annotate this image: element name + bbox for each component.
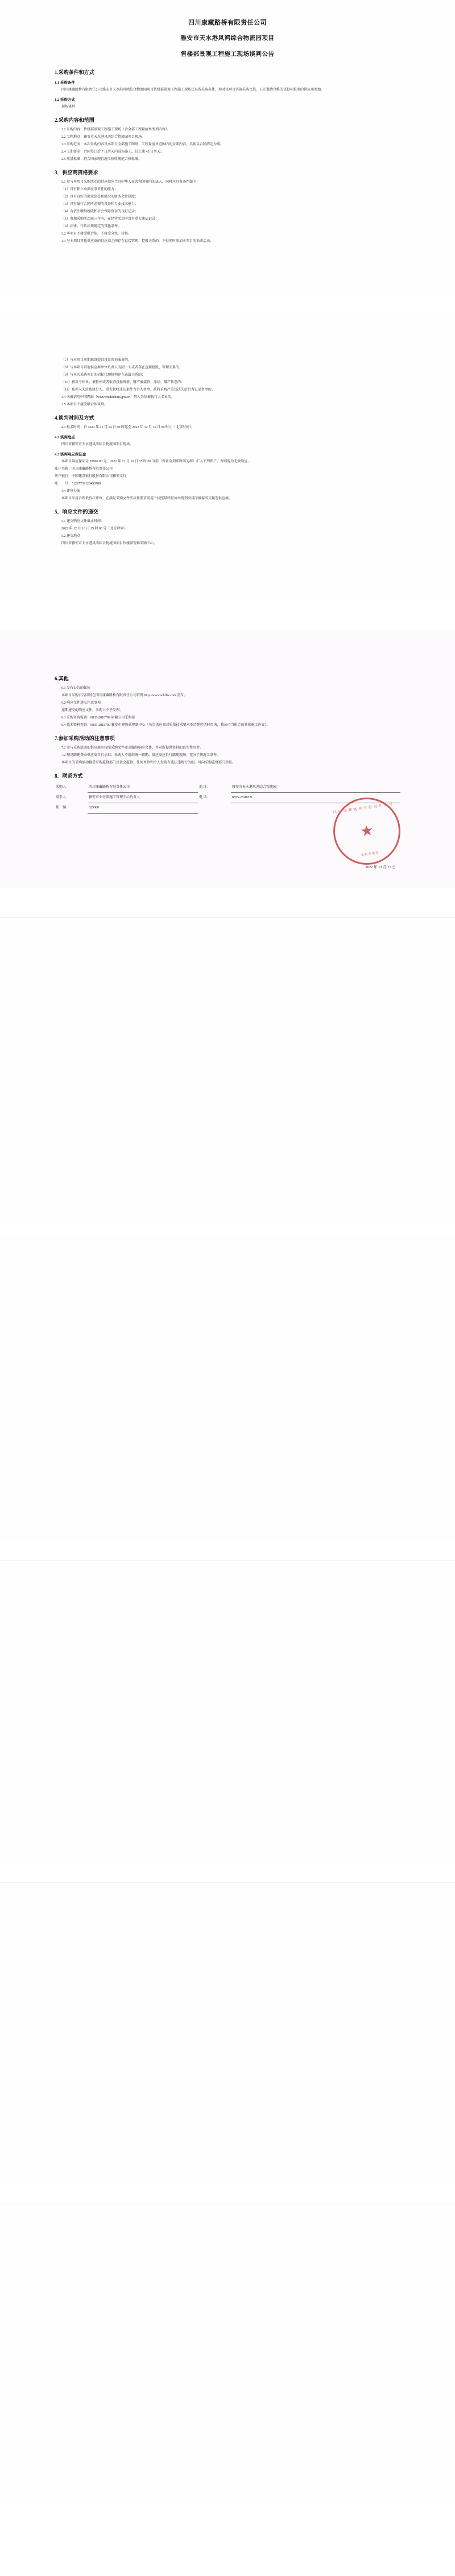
section-3-paragraph-5: 3.5 本项目不接受联合体谈判。	[61, 403, 108, 406]
sheet-2	[0, 317, 455, 599]
section-3-item-9: （9）与本次采购项目的招标代理机构存在隶属关系的；	[61, 373, 146, 377]
section-7-paragraph-3: 本项目的采购活动接受采购监督部门及社会监督，任何单位和个人发现有违法违规行为的，可向采购监督部门举报。	[61, 761, 236, 765]
table-row	[55, 793, 400, 803]
contact-value-person: 雅安市业务部施工管理中心负责人	[88, 793, 198, 803]
sheet-5-blank	[0, 1239, 455, 1541]
section-3-paragraph-4: 3.4 未被信用中国网站（www.creditchina.gov.cn）列入失信被执行人名单的。	[61, 396, 175, 399]
section-heading-6: 6.其他	[55, 676, 69, 681]
section-6-phone: 6.3 采购咨询电话：0835-2818709 康藏公司采购部	[61, 716, 135, 720]
section-3-item-6: （6）法律、行政法规规定的其他条件。	[61, 225, 122, 228]
document-title-line-3: 售楼部景观工程施工现场谈判公告	[180, 51, 275, 57]
section-4-paragraph-3: 本项目响应保证金 50000.00 元，2022 年 12 月 16 日 15 时 00 分前（保证金到账时间为准）汇入下列账户，否则视为无效响应。	[61, 460, 251, 463]
section-6-tech-query: 6.4 技术资料查询：0835-2818709 雅安市建筑景观制中心（负责供应商对质量技术要求不清楚可适时咨询，我公司当配合该具体施工内容）。	[61, 724, 270, 727]
section-3-item-1: （1）具有独立承担民事责任的能力；	[61, 188, 118, 191]
section-6-paragraph-4: 逾期递交的响应文件，采购人不予受理。	[61, 709, 123, 712]
seal-top-text: 四川康藏路桥有限责任公司	[333, 802, 395, 815]
section-heading-3: 3．供应商资格要求	[55, 170, 98, 175]
section-3-item-11: （11）被列入失信被执行人、重大税收违法案件当事人名单、政府采购严重违法失信行为记录名单的。	[61, 388, 215, 392]
contact-value-buyer: 四川康藏路桥有限责任公司	[88, 783, 198, 793]
page-break-5	[0, 1541, 455, 1560]
section-heading-5: 5．响应文件的递交	[55, 509, 98, 515]
page-break-2	[0, 599, 455, 629]
section-2-paragraph-2: 2.2 工程地点：雅安市天水港风鸿综合物流园项目现场。	[61, 135, 146, 139]
contact-label-address: 地 址：	[199, 786, 210, 789]
section-2-paragraph-5: 2.5 质量标准：符合国家现行施工验收规范合格标准。	[61, 158, 142, 161]
section-2-paragraph-3: 2.3 采购范围：本次采购内容及本项目全部施工图纸、工程量清单范围内的全部内容，具体以合同约定为准。	[61, 143, 224, 146]
table-row	[55, 783, 400, 793]
section-1-sub-1: 1.1 采购条件	[55, 81, 75, 85]
section-2-paragraph-1: 2.1 采购内容：售楼部景观工程施工现场（含全部工程量清单所列内容）。	[61, 128, 171, 132]
contact-label-person: 联系人：	[56, 795, 70, 799]
section-4-sub-3: 4.3 谈判响应保证金	[55, 453, 86, 457]
sheet-1	[0, 0, 455, 297]
section-heading-1: 1.采购条件和方式	[55, 69, 94, 75]
section-4-paragraph-1: 4.1 报名时间：自 2022 年 12 月 14 日 00 时起至 2022 年 12 月 16 日 00 时止（北京时间）。	[61, 426, 195, 429]
section-7-paragraph-1: 7.1 参与采购活动的供应商应按照采购文件要求编制响应文件，并对所提供资料的真实性负责。	[61, 746, 204, 750]
section-4-account-number: 账 号：51227739123456789	[55, 482, 101, 486]
contact-label-empty	[198, 803, 231, 814]
document-title-line-2: 雅安市天水港风鸿综合物流园项目	[180, 35, 275, 42]
section-4-paragraph-7: 4.4 评审办法	[61, 490, 81, 493]
section-6-paragraph-1: 6.1 发布公告的媒体	[61, 687, 91, 690]
page-break-6	[0, 1863, 455, 1882]
section-3-paragraph-1: 3.1 参与本项目采购活动的供应商应当具中华人民共和国境内的法人，同时应具备条件如下：	[61, 180, 200, 184]
section-4-sub-2: 4.2 谈判地点	[55, 436, 75, 439]
section-1-paragraph-1: 四川康藏路桥有限责任公司雅安市天水港风鸿综合物流园项目售楼部景观工程施工现场已具备采购条件，现对该项目实施采购比选。公开邀请合格的该投标报名的供应商参加。	[61, 88, 325, 92]
section-heading-7: 7.参加采购活动的注意事项	[55, 736, 115, 741]
section-4-paragraph-8: 本项目采用合理低价法评审，在满足采购文件实质性要求前提下按照最终报价由低到高排序推荐成交候选供应商。	[61, 497, 233, 500]
section-5-deadline: 2022 年 12 月 16 日 15 时 00 分（北京时间）	[61, 527, 127, 531]
sheet-8-blank	[0, 2204, 455, 2506]
section-1-paragraph-2: 现场谈判	[61, 105, 76, 109]
section-heading-2: 2.采购内容和范围	[55, 117, 94, 123]
section-3-item-4: （4）有依法缴纳税收和社会保障资金的良好记录；	[61, 210, 139, 213]
contact-label-postcode: 邮 编：	[56, 806, 70, 810]
section-5-paragraph-3: 5.2 递交地点	[61, 535, 81, 538]
section-3-paragraph-2: 3.2 本项目不接受联合体，不接受分包、转包。	[61, 232, 132, 236]
contact-label-buyer: 采购人：	[56, 786, 70, 789]
section-3-item-10: （10）被责令停业、被暂停或者取消投标资格、财产被接管、冻结、破产状态的；	[61, 381, 185, 384]
section-3-item-8: （8）与本项目其他供应商单位负责人为同一人或者存在直接控股、管理关系的；	[61, 366, 183, 369]
section-heading-8: 8．联系方式	[55, 773, 83, 779]
sheet-3	[0, 629, 455, 888]
section-7-paragraph-2: 7.2 现场踏勘费由供应商自行承担，采购人不组织统一踏勘。供应商应自行踏勘现场，充分了解施工条件。	[61, 754, 221, 757]
section-1-sub-2: 1.2 采购方式	[55, 98, 75, 102]
section-5-paragraph-1: 5.1 递交响应文件截止时间：	[61, 520, 105, 523]
section-4-paragraph-2: 四川省雅安市天水港风鸿综合物流园项目现场。	[61, 443, 134, 446]
signature-date: 2022 年 12 月 13 日	[365, 865, 396, 869]
section-4-account-name: 账户名称：四川康藏路桥有限责任公司	[55, 467, 113, 471]
section-3-item-2: （2）具有良好的商业信誉和健全的财务会计制度；	[61, 195, 139, 199]
section-3-paragraph-3: 3.3 与本项目其他供应商的供应商之间存在直接管理、控股关系的，不得同时参加本项目的采购活动。	[61, 240, 214, 243]
section-6-paragraph-3: 6.2 响应文件递交注意事项	[61, 701, 101, 705]
page-break-7	[0, 2184, 455, 2204]
page-break-4	[0, 1219, 455, 1239]
document-title-line-1: 四川康藏路桥有限责任公司	[188, 19, 267, 26]
sheet-7-blank	[0, 1882, 455, 2184]
contact-label-phone: 电 话：	[199, 795, 210, 799]
section-2-paragraph-4: 2.4 工期要求：合同签订后 7 日历天内进场施工，总工期 45 日历天。	[61, 150, 164, 154]
section-4-account-bank: 开户银行：中国建设银行股份有限公司雅安支行	[55, 475, 127, 478]
sheet-4-blank	[0, 917, 455, 1219]
section-3-item-3: （3）具有履行合同所必需的设备和专业技术能力；	[61, 203, 139, 206]
seal-bottom-text: 采购专用章	[361, 851, 380, 857]
page-break-3	[0, 888, 455, 917]
contact-value-phone: 0835-2818709	[231, 793, 400, 803]
contact-value-address: 雅安市天水港风鸿综合物流园	[231, 783, 400, 793]
section-3-item-7: （7）与本项目前期准备提供设计咨询服务的；	[61, 359, 132, 362]
seal-star-icon: ★	[359, 821, 375, 840]
section-5-location: 四川省雅安市天水港风鸿综合物流园项目售楼部现场采购中心。	[61, 542, 158, 545]
page-break-1	[0, 297, 455, 317]
title-block	[55, 17, 400, 60]
contact-value-postcode: 625000	[88, 803, 198, 814]
section-3-item-5: （5）参加采购活动前三年内，在经营活动中没有重大违法记录；	[61, 217, 159, 221]
section-6-media: 本项目采购公告同时在四川康藏路桥有限责任公司官网 http://www.scklfw.com 发布。	[61, 694, 187, 697]
section-heading-4: 4.谈判时间及方式	[55, 415, 94, 421]
sheet-6-blank	[0, 1560, 455, 1863]
